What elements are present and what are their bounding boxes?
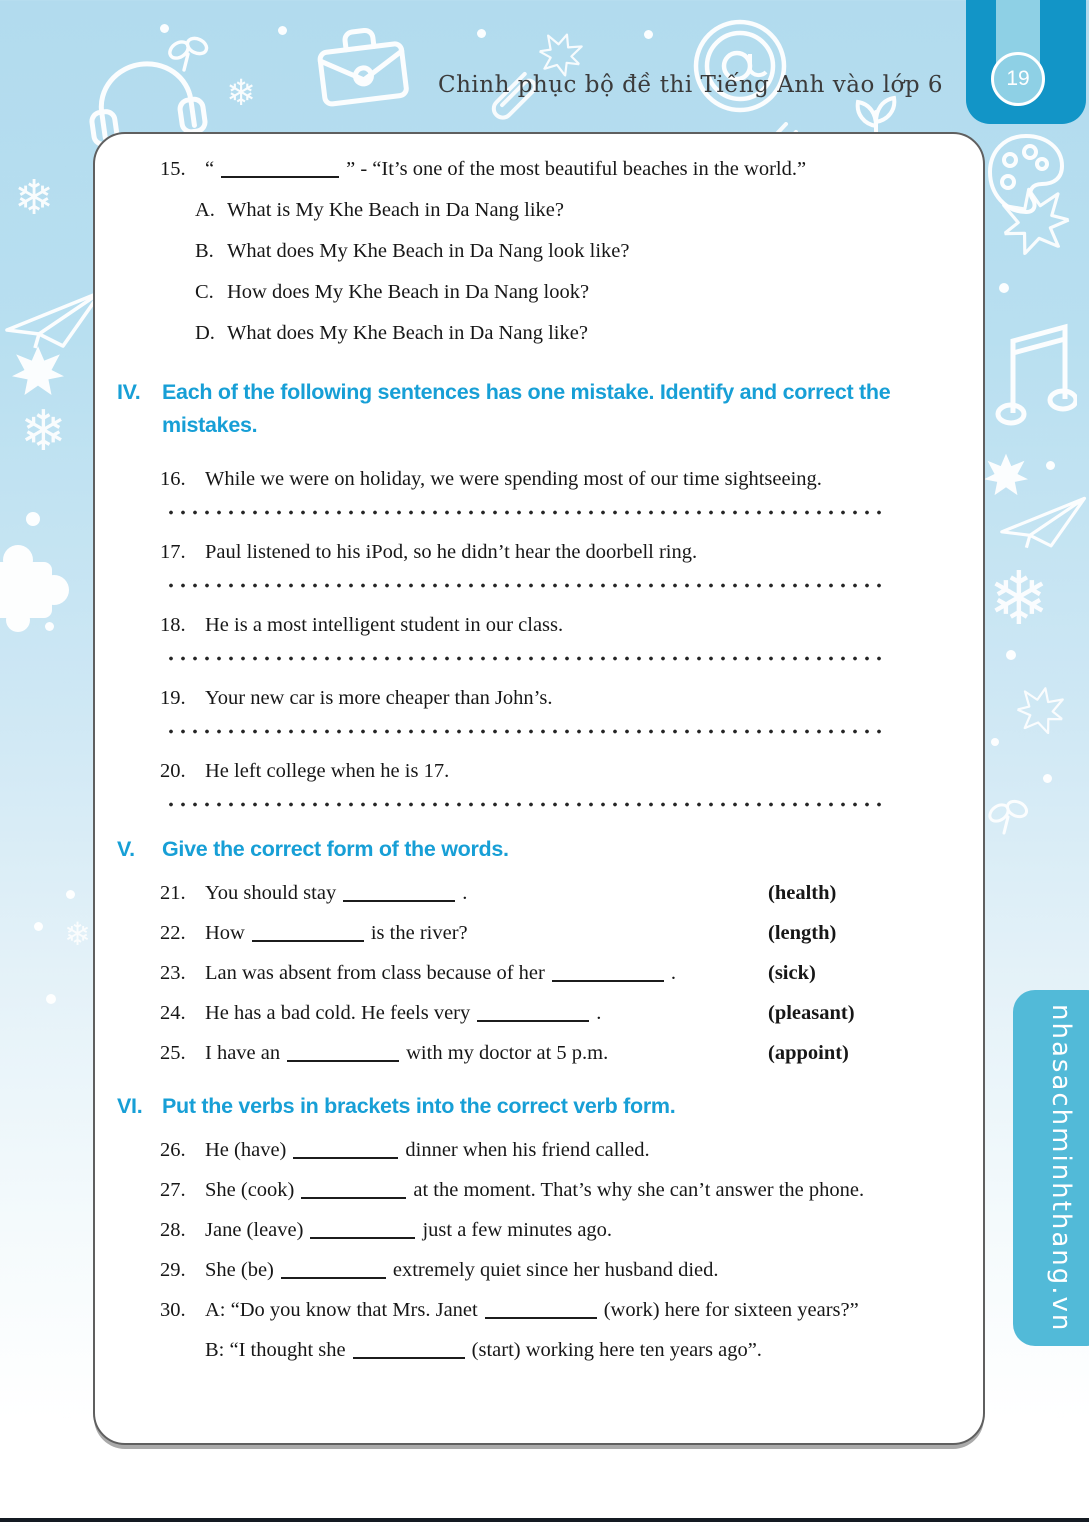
question-number: 16. [160,468,186,490]
option-c [195,279,931,305]
briefcase-icon [309,14,415,113]
question-text-before: Lan was absent from class because of her [205,962,545,984]
answer-dotted-line [165,729,889,734]
question-21 [160,880,931,906]
question-29 [160,1257,931,1283]
question-text: Your new car is more cheaper than John’s. [205,687,553,709]
answer-blank [293,1137,398,1159]
answer-blank [281,1257,386,1279]
question-text-before: B: “I thought she [205,1339,346,1361]
section-title: Give the correct form of the words. [162,837,509,861]
option-label: A. [195,199,215,221]
open-quote: “ [205,158,215,180]
question-number: 23. [160,962,186,984]
answer-blank [353,1337,465,1359]
answer-blank [485,1297,597,1319]
question-text-after: just a few minutes ago. [422,1219,613,1241]
page-number: 19 [991,52,1045,106]
word-hint: (health) [768,882,837,904]
question-number: 18. [160,614,186,636]
snowflake-icon: ❄ [64,915,91,953]
question-24 [160,1000,931,1026]
paper-plane-icon [1000,492,1088,554]
maple-leaf-icon [996,180,1074,258]
question-19 [160,685,931,711]
answer-blank [287,1040,399,1062]
answer-blank [552,960,664,982]
maple-leaf-icon [1014,682,1069,737]
option-text: What does My Khe Beach in Da Nang look like? [227,240,630,262]
answer-blank [477,1000,589,1022]
question-number: 21. [160,882,186,904]
dot-decoration [1006,650,1016,660]
question-16 [160,466,931,492]
question-number: 26. [160,1139,186,1161]
question-20 [160,758,931,784]
question-text-before: A: “Do you know that Mrs. Janet [205,1299,478,1321]
site-watermark-tab [1013,990,1089,1346]
question-text-before: She (be) [205,1259,274,1281]
question-30-line-b [160,1337,931,1363]
answer-blank [343,880,455,902]
dot-decoration [999,283,1009,293]
section-v-header [117,833,931,866]
dot-decoration [278,26,287,35]
question-text-after: is the river? [370,922,468,944]
answer-blank [221,156,339,178]
butterfly-icon [166,36,212,76]
answer-dotted-line [165,583,889,588]
question-text-before: Jane (leave) [205,1219,304,1241]
leaf-icon [984,452,1028,496]
question-17 [160,539,931,565]
option-b [195,238,931,264]
question-text: ” - “It’s one of the most beautiful beaches in the world.” [346,158,807,180]
question-number: 20. [160,760,186,782]
option-d [195,320,931,346]
word-hint: (pleasant) [768,1002,855,1024]
question-text-before: I have an [205,1042,281,1064]
question-number: 17. [160,541,186,563]
butterfly-icon [986,798,1032,840]
question-number: 15. [160,158,186,180]
question-18 [160,612,931,638]
snowflake-icon: ❄ [226,73,257,114]
book-title: Chinh phục bộ đề thi Tiếng Anh vào lớp 6 [437,72,943,98]
question-28 [160,1217,931,1243]
option-text: What does My Khe Beach in Da Nang like? [227,322,588,344]
option-text: How does My Khe Beach in Da Nang look? [227,281,590,303]
dot-decoration [66,890,75,899]
leaf-icon [12,344,64,396]
section-iv-header [117,376,931,442]
page-number-badge [966,0,1086,124]
at-sign-icon [688,14,792,118]
dot-decoration [26,512,40,526]
word-hint: (appoint) [768,1042,849,1064]
question-27 [160,1177,931,1203]
question-text-after: at the moment. That’s why she can’t answer the phone. [413,1179,865,1201]
snowflake-icon: ❄ [988,556,1051,642]
question-text-after: . [462,882,468,904]
question-number: 28. [160,1219,186,1241]
question-text: Paul listened to his iPod, so he didn’t hear the doorbell ring. [205,541,698,563]
question-22 [160,920,931,946]
dot-decoration [991,738,999,746]
question-text: While we were on holiday, we were spending most of our time sightseeing. [205,468,822,490]
question-text-after: extremely quiet since her husband died. [392,1259,719,1281]
puzzle-piece-icon [0,538,84,632]
question-text-before: How [205,922,245,944]
dot-decoration [477,29,486,38]
answer-dotted-line [165,510,889,515]
option-label: D. [195,322,215,344]
question-15 [160,156,931,182]
snowflake-icon: ❄ [14,170,55,226]
question-number: 19. [160,687,186,709]
question-number: 29. [160,1259,186,1281]
paper-plane-icon [4,288,106,352]
section-numeral: V. [117,837,135,861]
question-23 [160,960,931,986]
question-number: 25. [160,1042,186,1064]
question-text-before: You should stay [205,882,337,904]
question-text: He left college when he is 17. [205,760,450,782]
word-hint: (sick) [768,962,816,984]
question-text: He is a most intelligent student in our class. [205,614,564,636]
question-number: 30. [160,1299,186,1321]
dot-decoration [1043,774,1052,783]
palette-icon [984,128,1068,222]
page-bottom-edge [0,1518,1089,1522]
dot-decoration [160,24,169,33]
dot-decoration [1046,461,1055,470]
answer-blank [252,920,364,942]
answer-dotted-line [165,656,889,661]
site-watermark-text: nhasachminhthang.vn [1046,1003,1076,1333]
question-26 [160,1137,931,1163]
dot-decoration [644,30,653,39]
question-number: 27. [160,1179,186,1201]
dot-decoration [45,622,54,631]
question-number: 22. [160,922,186,944]
question-number: 24. [160,1002,186,1024]
dot-decoration [46,994,56,1004]
option-label: B. [195,240,214,262]
section-title: Put the verbs in brackets into the correct verb form. [162,1094,676,1118]
word-hint: (length) [768,922,837,944]
question-text-after: . [596,1002,602,1024]
question-text-before: She (cook) [205,1179,295,1201]
question-text-before: He (have) [205,1139,287,1161]
answer-dotted-line [165,802,889,807]
option-a [195,197,931,223]
question-text-after: . [670,962,676,984]
question-text-before: He has a bad cold. He feels very [205,1002,471,1024]
question-25 [160,1040,931,1066]
question-30-line-a [160,1297,931,1323]
section-title: Each of the following sentences has one mistake. Identify and correct the mistakes. [162,380,891,437]
snowflake-icon: ❄ [20,399,67,464]
answer-blank [301,1177,406,1199]
section-numeral: VI. [117,1094,143,1118]
question-text-after: (start) working here ten years ago”. [471,1339,762,1361]
answer-blank [310,1217,415,1239]
question-text-after: dinner when his friend called. [405,1139,650,1161]
question-text-after: (work) here for sixteen years?” [603,1299,859,1321]
option-label: C. [195,281,214,303]
dot-decoration [34,922,43,931]
section-numeral: IV. [117,380,141,404]
music-note-icon [995,315,1077,429]
section-vi-header [117,1090,931,1123]
question-text-after: with my doctor at 5 p.m. [406,1042,609,1064]
worksheet-card [93,132,985,1445]
option-text: What is My Khe Beach in Da Nang like? [227,199,565,221]
